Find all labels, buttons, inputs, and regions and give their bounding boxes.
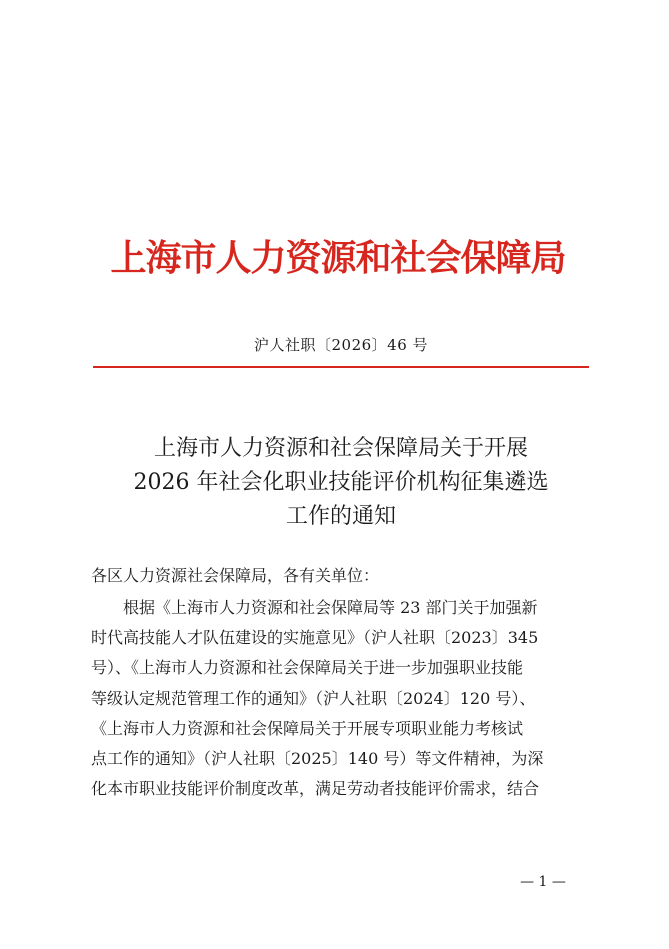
body-line: 《上海市人力资源和社会保障局关于开展专项职业能力考核试 xyxy=(91,718,524,738)
red-divider-line xyxy=(93,366,589,368)
page-number: — 1 — xyxy=(520,874,566,890)
agency-header-title: 上海市人力资源和社会保障局 xyxy=(110,237,566,279)
notice-title xyxy=(93,432,589,534)
body-paragraph xyxy=(91,593,591,804)
body-line: 点工作的通知》（沪人社职〔2025〕140 号）等文件精神，为深 xyxy=(91,749,544,769)
body-line: 号）、《上海市人力资源和社会保障局关于进一步加强职业技能 xyxy=(91,658,524,678)
notice-title-line: 2026 年社会化职业技能评价机构征集遴选 xyxy=(133,470,549,495)
notice-title-line: 上海市人力资源和社会保障局关于开展 xyxy=(153,436,528,461)
salutation: 各区人力资源社会保障局，各有关单位： xyxy=(91,566,380,585)
document-number: 沪人社职〔2026〕46 号 xyxy=(253,336,429,354)
body-line: 等级认定规范管理工作的通知》（沪人社职〔2024〕120 号）、 xyxy=(91,688,536,708)
body-line: 根据《上海市人力资源和社会保障局等 23 部门关于加强新 xyxy=(123,598,538,617)
body-line: 时代高技能人才队伍建设的实施意见》（沪人社职〔2023〕345 xyxy=(91,628,539,648)
notice-title-line: 工作的通知 xyxy=(285,504,396,529)
body-line: 化本市职业技能评价制度改革，满足劳动者技能评价需求，结合 xyxy=(91,779,540,799)
